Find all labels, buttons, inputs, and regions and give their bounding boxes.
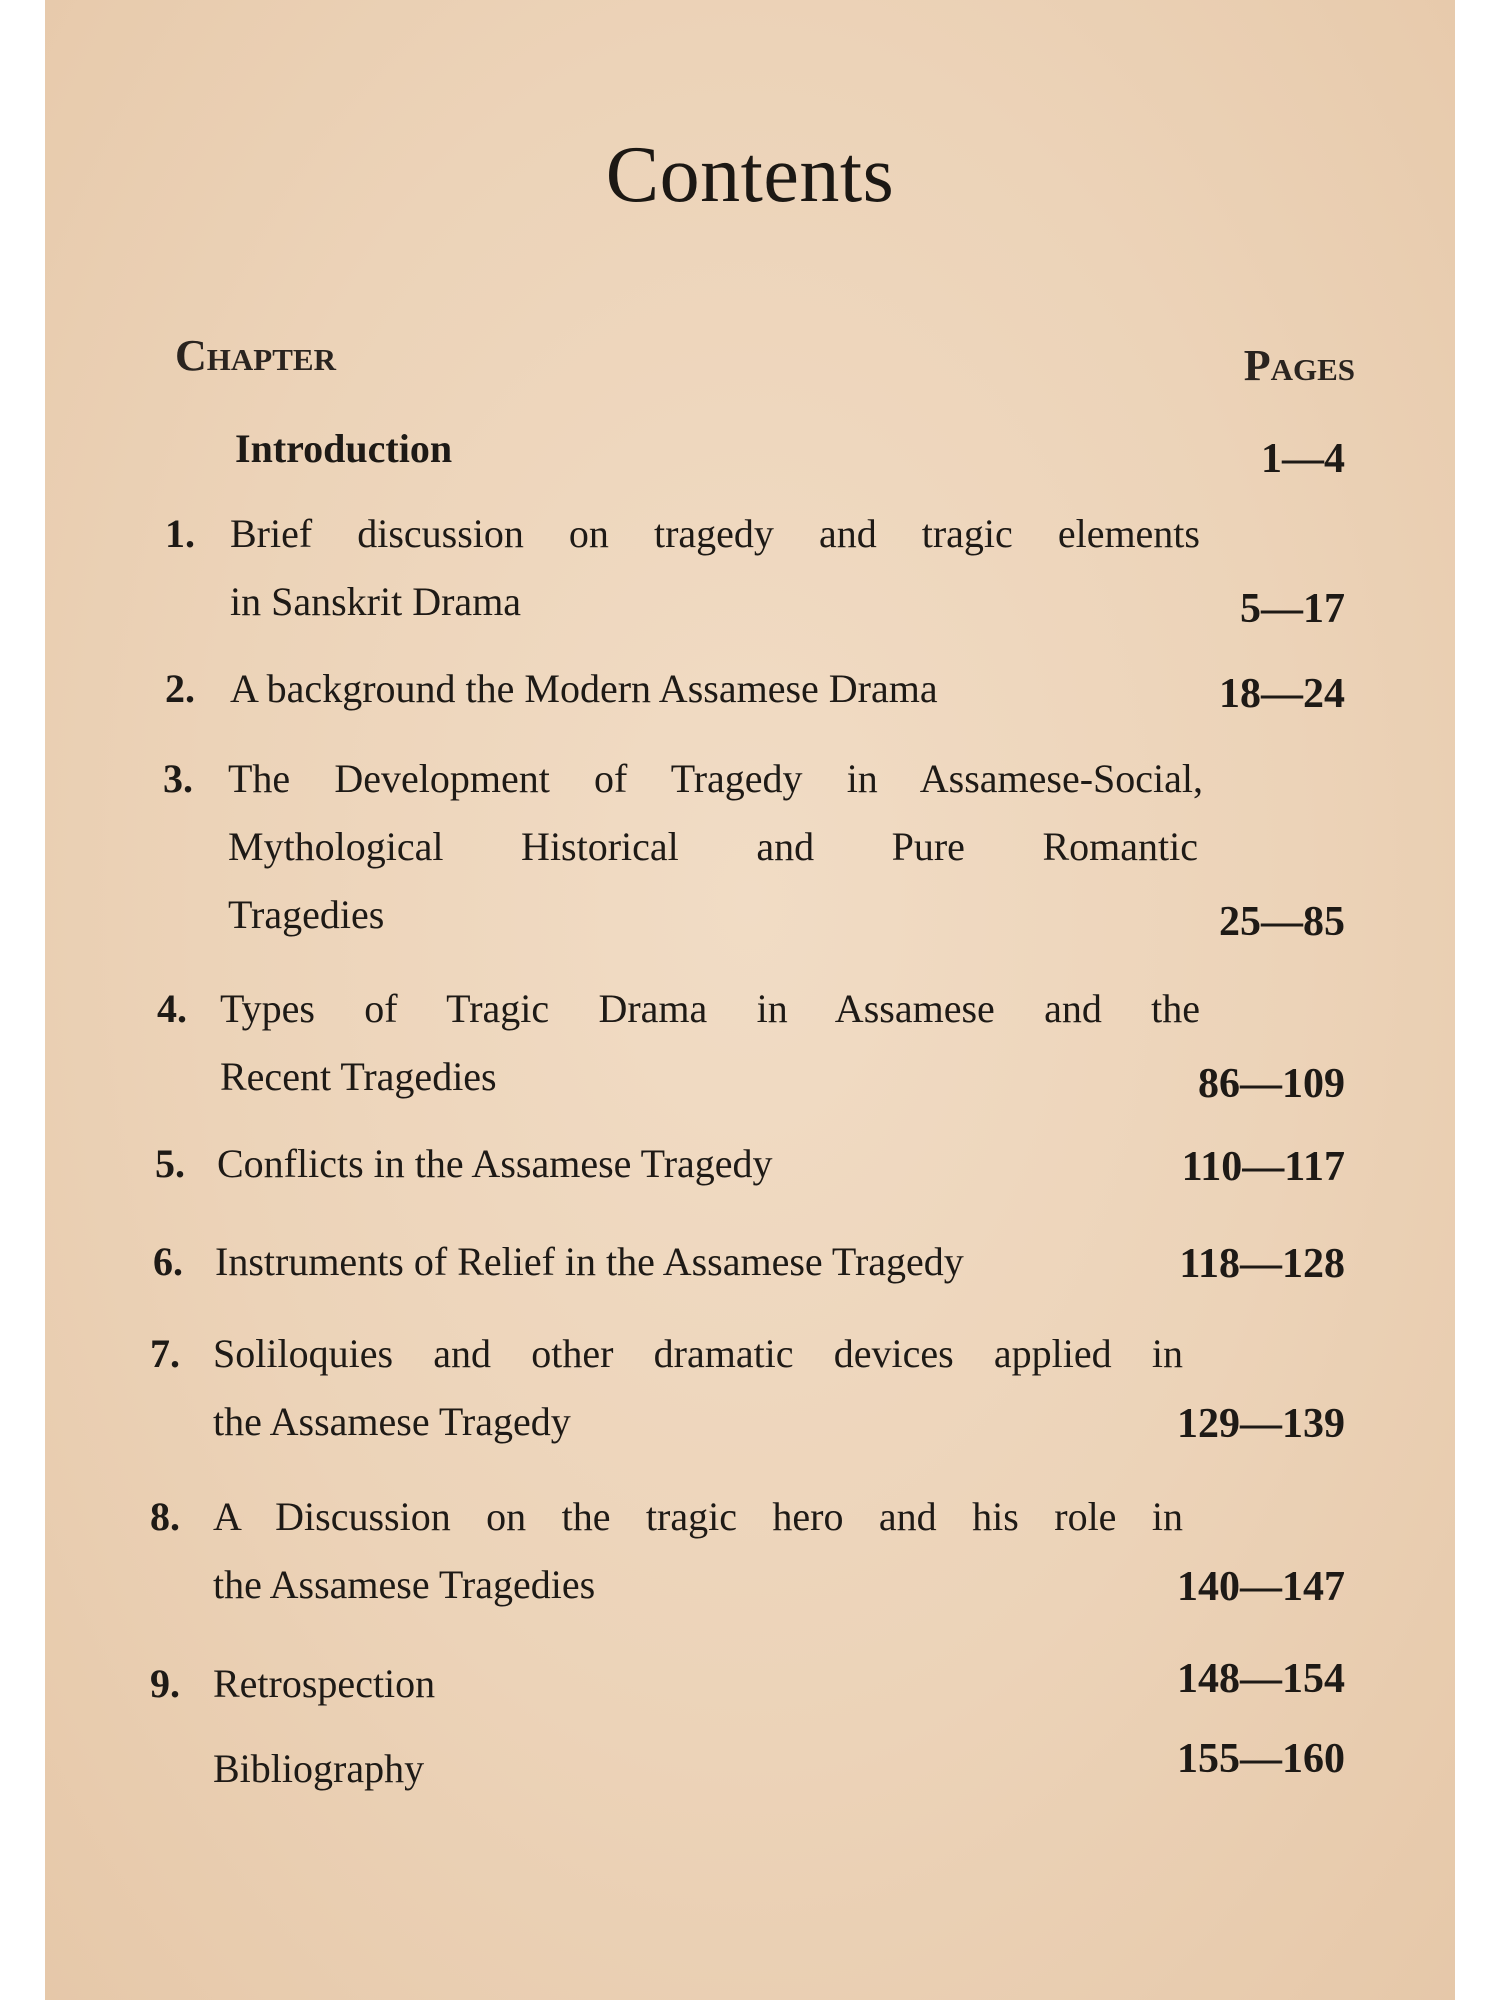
toc-entry-title: A background the Modern Assamese Drama (230, 666, 938, 711)
toc-entry-title-continued: Recent Tragedies (220, 1054, 497, 1099)
toc-entry-pages: 148—154 (1177, 1656, 1345, 1702)
toc-entry-pages: 110—117 (1181, 1144, 1345, 1190)
toc-entry-title: Instruments of Relief in the Assamese Tragedy (215, 1239, 964, 1284)
toc-entry-pages: 86—109 (1198, 1061, 1345, 1107)
toc-entry-title: Soliloquies and other dramatic devices applied in (213, 1331, 1183, 1376)
toc-entry-number: 7. (150, 1331, 180, 1376)
toc-entry-number: 8. (150, 1494, 180, 1539)
toc-entry-number: 3. (163, 756, 193, 801)
chapter-column-header: Chapter (175, 331, 336, 380)
toc-entry-title-continued: the Assamese Tragedy (213, 1399, 571, 1444)
toc-entry-pages: 129—139 (1177, 1401, 1345, 1447)
toc-entry-title: Conflicts in the Assamese Tragedy (217, 1141, 773, 1186)
toc-entry-title-continued: in Sanskrit Drama (230, 579, 522, 624)
toc-entry-title: Retrospection (213, 1661, 436, 1706)
toc-entry-title: Brief discussion on tragedy and tragic elements (230, 511, 1200, 556)
pages-column-header: Pages (1243, 341, 1355, 390)
toc-entry-number: 6. (153, 1239, 183, 1284)
toc-entry-number: 5. (155, 1141, 185, 1186)
toc-entry-pages: 25—85 (1219, 899, 1345, 945)
toc-entry-pages: 18—24 (1219, 671, 1345, 717)
toc-entry-title-continued: Mythological Historical and Pure Romantic (228, 824, 1198, 869)
toc-entry-pages: 155—160 (1177, 1736, 1345, 1782)
toc-entry-title: A Discussion on the tragic hero and his role in (213, 1494, 1183, 1539)
toc-entry-title: Bibliography (213, 1746, 425, 1791)
toc-entry-number: 4. (157, 986, 187, 1031)
page-title: Contents (605, 131, 895, 219)
toc-entry-pages: 140—147 (1177, 1564, 1345, 1610)
toc-entry-title: The Development of Tragedy in Assamese-Social, (228, 756, 1203, 801)
toc-entry-pages: 1—4 (1261, 436, 1345, 482)
toc-entry-title-continued: Tragedies (228, 892, 385, 937)
toc-entry-number: 1. (165, 511, 195, 556)
toc-entry-title: Types of Tragic Drama in Assamese and the (220, 986, 1200, 1031)
toc-entry-title-continued: the Assamese Tragedies (213, 1562, 596, 1607)
toc-entry-number: 9. (150, 1661, 180, 1706)
book-page (45, 0, 1455, 2000)
toc-entry-pages: 118—128 (1179, 1241, 1345, 1287)
toc-entry-title: Introduction (235, 426, 453, 471)
toc-entry-pages: 5—17 (1240, 586, 1345, 632)
toc-entry-number: 2. (165, 666, 195, 711)
